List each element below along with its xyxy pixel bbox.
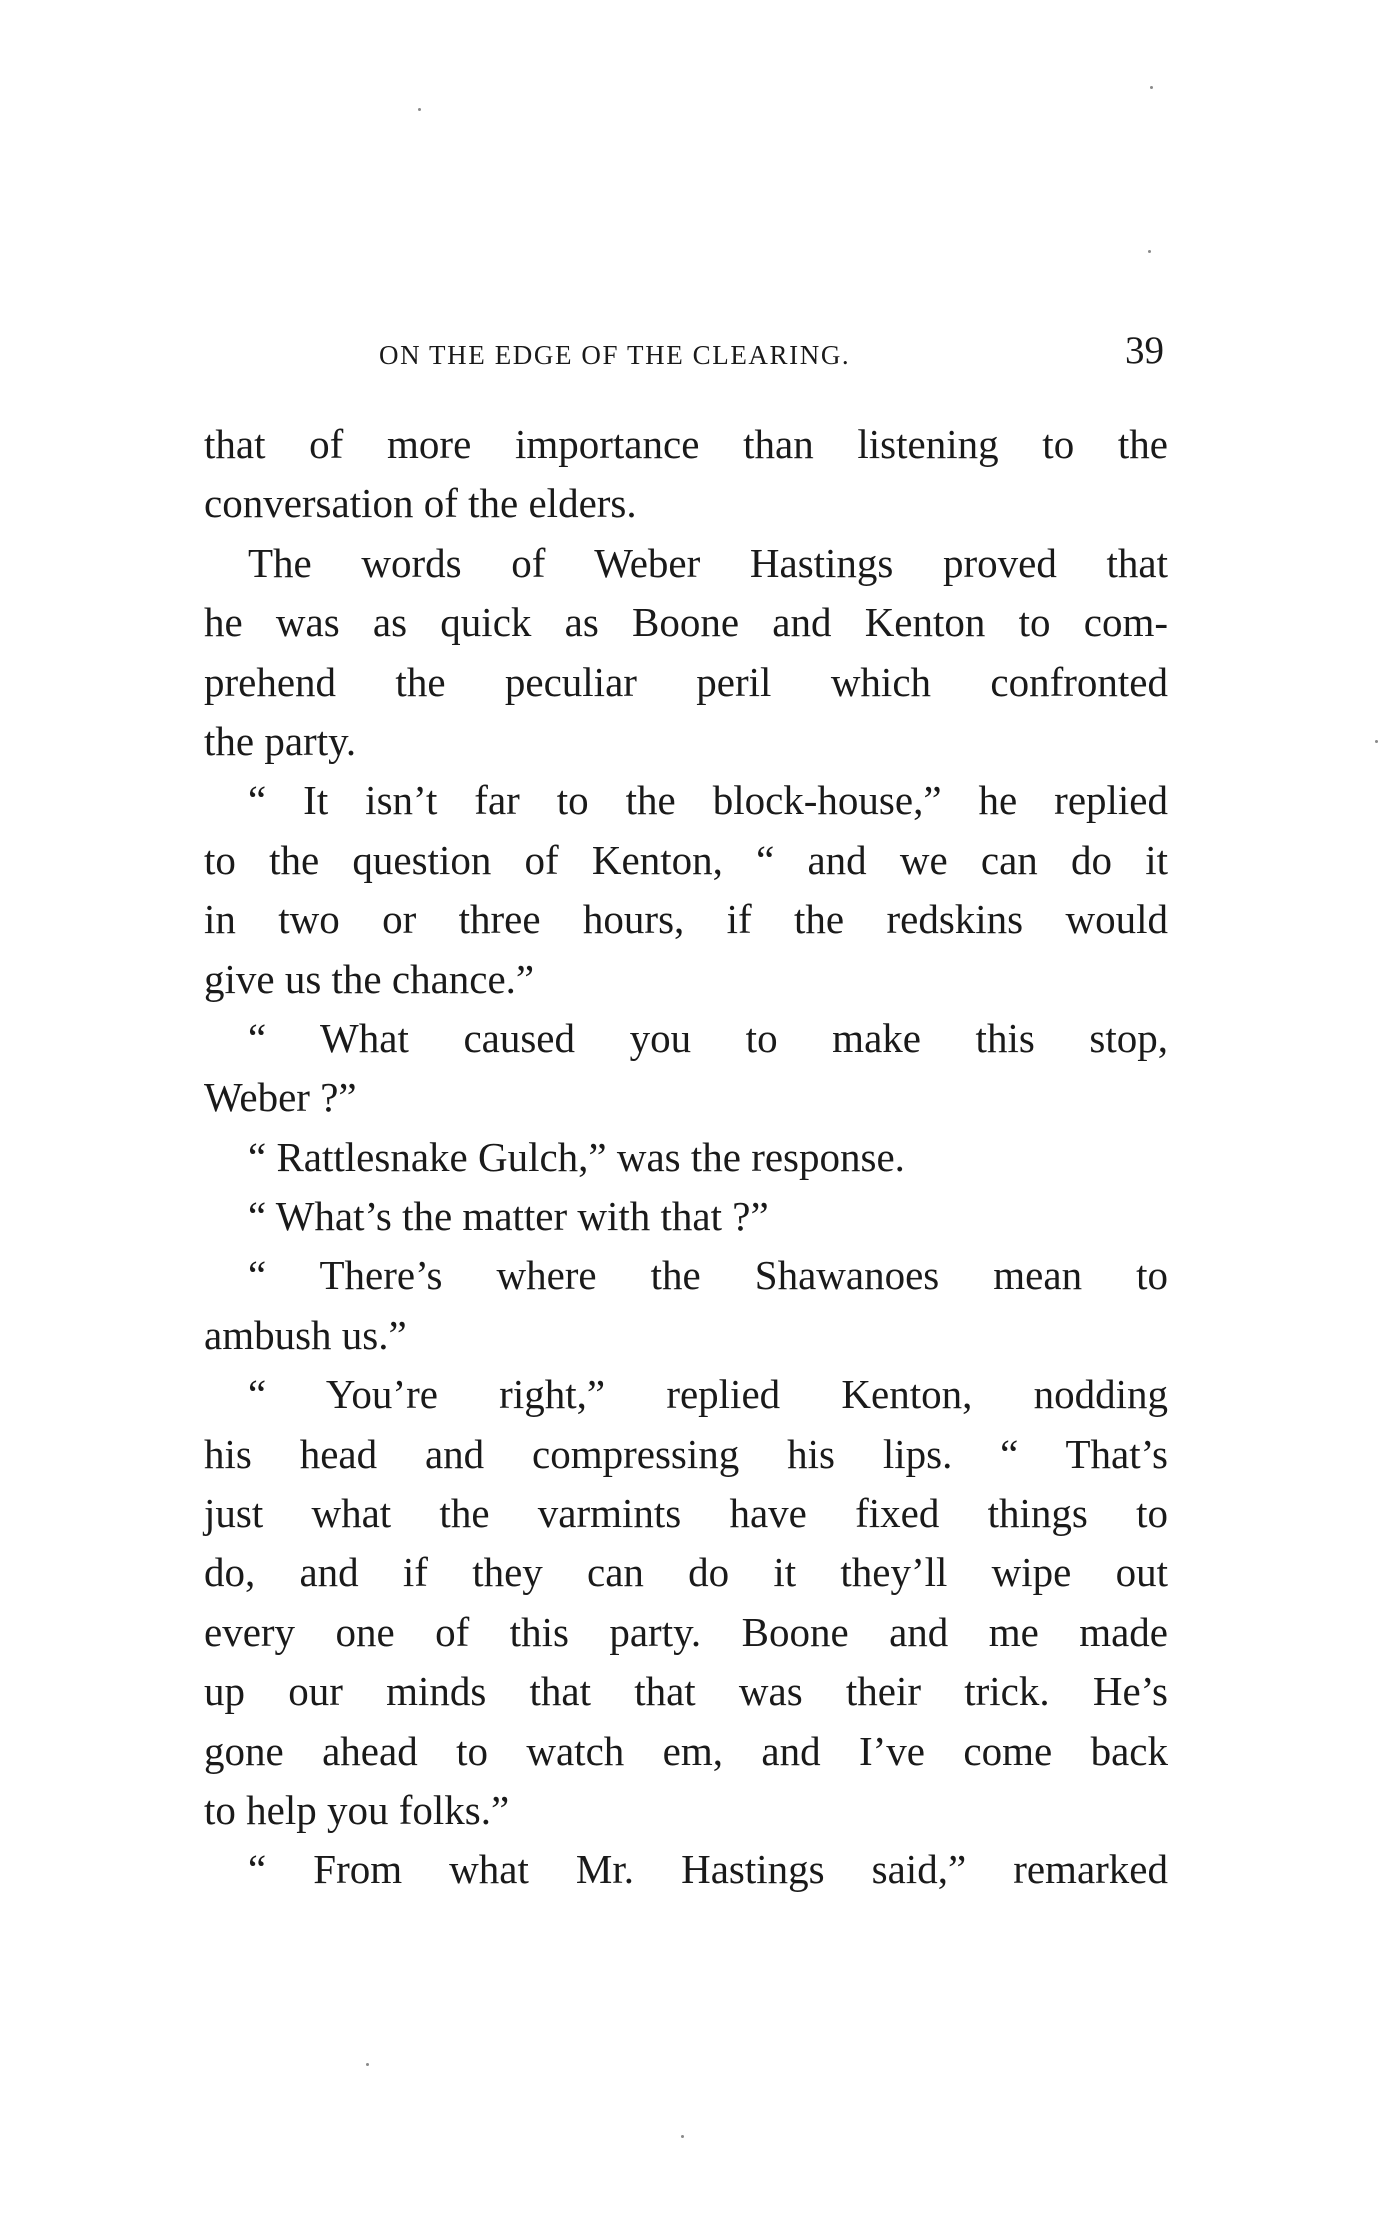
text-line: “ It isn’t far to the block-house,” he replied — [248, 777, 1168, 824]
text-line: his head and compressing his lips. “ That’s — [204, 1430, 1168, 1477]
page-number: 39 — [1125, 329, 1164, 372]
text-line: that of more importance than listening to the — [204, 421, 1168, 467]
text-line: “ There’s where the Shawanoes mean to — [248, 1252, 1168, 1299]
paper-speck — [418, 108, 421, 111]
text-line: “ What caused you to make this stop, — [248, 1014, 1168, 1061]
text-line: just what the varmints have fixed things to — [204, 1490, 1168, 1537]
running-head: ON THE EDGE OF THE CLEARING. — [379, 340, 851, 370]
paper-speck — [366, 2063, 369, 2066]
text-line: the party. — [204, 717, 357, 764]
text-line: prehend the peculiar peril which confronted — [204, 658, 1168, 705]
text-line: “ From what Mr. Hastings said,” remarked — [248, 1846, 1168, 1893]
text-line: in two or three hours, if the redskins would — [204, 896, 1168, 943]
text-line: to help you folks.” — [204, 1786, 510, 1833]
text-line: conversation of the elders. — [204, 480, 637, 527]
text-line: “ Rattlesnake Gulch,” was the response. — [248, 1133, 905, 1180]
text-line: do, and if they can do it they’ll wipe out — [204, 1549, 1168, 1596]
page-header — [204, 326, 1168, 376]
paper-speck — [1148, 250, 1151, 253]
text-line: Weber ?” — [204, 1074, 357, 1121]
text-line: every one of this party. Boone and me made — [204, 1608, 1168, 1655]
paper-speck — [1150, 86, 1153, 89]
text-line: he was as quick as Boone and Kenton to com- — [204, 599, 1168, 646]
text-line: give us the chance.” — [204, 955, 535, 1002]
body-text — [204, 415, 1168, 1900]
text-line: gone ahead to watch em, and I’ve come back — [204, 1727, 1168, 1774]
text-line: to the question of Kenton, “ and we can do it — [204, 836, 1168, 883]
text-line: The words of Weber Hastings proved that — [248, 539, 1168, 586]
text-line: ambush us.” — [204, 1311, 407, 1358]
text-line: “ What’s the matter with that ?” — [248, 1193, 769, 1240]
paper-speck — [681, 2135, 684, 2138]
text-line: “ You’re right,” replied Kenton, nodding — [248, 1371, 1168, 1418]
text-line: up our minds that that was their trick. He’s — [204, 1668, 1168, 1715]
